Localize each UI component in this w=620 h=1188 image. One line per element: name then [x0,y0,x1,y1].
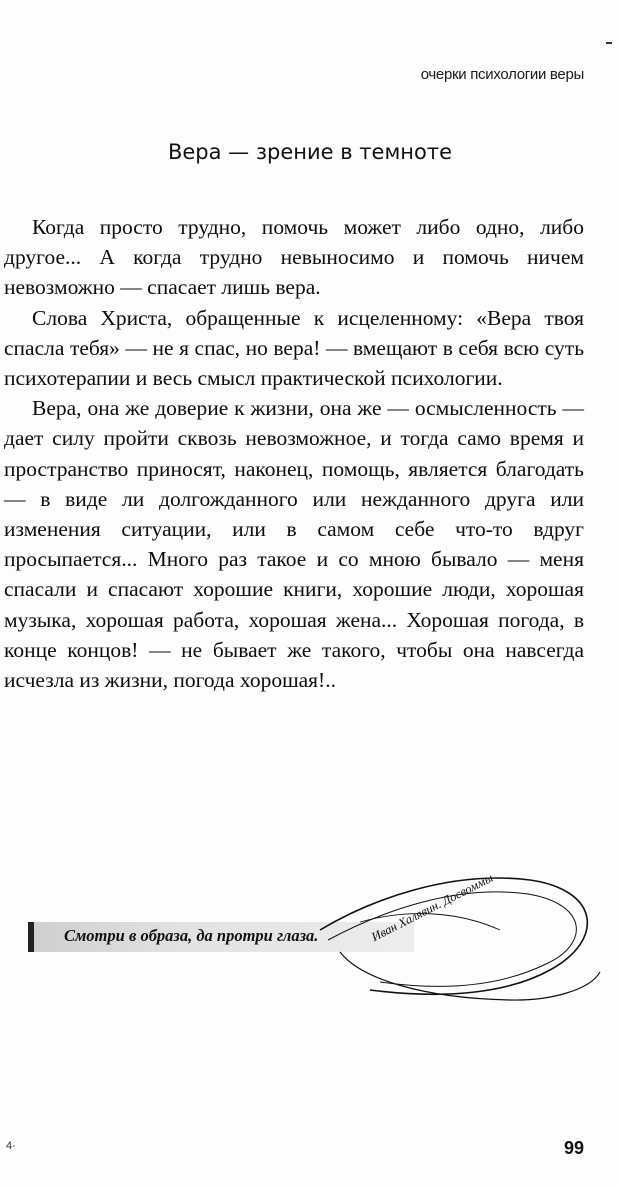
epigraph-source: Иван Халявин. Досвоммы [369,870,496,945]
body-text [4,212,584,695]
epigraph-swoosh-ornament [300,860,610,1010]
page-number: 99 [563,1138,584,1158]
paragraph: Слова Христа, обращенные к исцеленному: «Вера твоя спасла тебя» — не я спас, но вера! — вмещают в себя всю суть психотерапии и весь смысл практической психологии. [4,305,584,391]
epigraph-quote: Смотри в образа, да протри глаза. [64,926,319,945]
paragraph: Когда просто трудно, помочь может либо одно, либо другое... А когда трудно невыносимо и помочь ничем невозможно — спасает лишь вера. [4,215,584,300]
page-edge-mark [606,42,612,44]
corner-mark: 4· [6,1140,16,1152]
chapter-title: Вера — зрение в темноте [167,140,453,164]
paragraph: Вера, она же доверие к жизни, она же — осмысленность — дает силу пройти сквозь невозможное, и тогда само время и пространство приносят, наконец, помощь, является благодать — в виде ли долгожданного или нежданного друга или изменения ситуации, или в самом себе что-то вдруг просыпается... Много раз такое и со мною бывало — меня спасали и спасают хорошие книги, хорошие люди, хорошая музыка, хорошая работа, хорошая жена... Хорошая погода, в конце концов! — не бывает же такого, чтобы она навсегда исчезла из жизни, погода хорошая!.. [4,396,584,693]
running-header: очерки психологии веры [420,66,584,83]
